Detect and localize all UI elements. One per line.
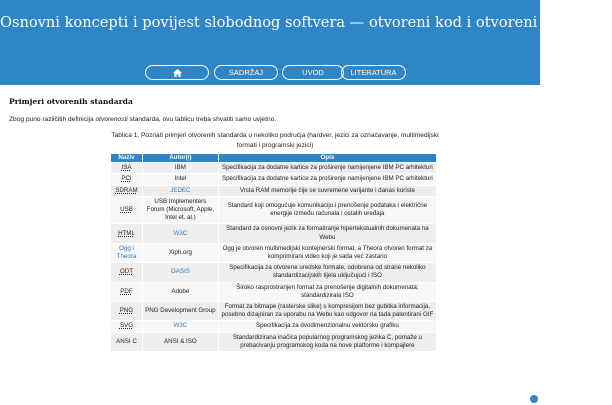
cell-name-text[interactable]: USB [120,206,133,214]
table-row [111,321,437,332]
top-nav [0,65,540,80]
intro-part: Zbog puno različitih definicija [9,116,96,123]
cell-name-text[interactable]: Ogg i Theora [116,244,137,261]
cell-name [111,263,143,282]
intro-emphasis: otvorenosti [95,116,128,123]
cell-description [218,196,436,224]
cell-name [111,321,143,332]
cell-author-text: USB Implementers Forum (Microsoft, Apple, Intel et. al.) [146,197,215,222]
table-row [111,185,437,196]
cell-description [218,282,436,301]
cell-name-text[interactable]: HTML [118,229,135,237]
cell-author [142,302,218,321]
cell-name-text[interactable]: SVG [119,322,134,330]
cell-name [111,282,143,301]
table-body [111,163,437,352]
cell-description [218,174,436,185]
cell-description [218,321,436,332]
cell-author-text[interactable]: W3C [173,229,188,237]
cell-name-text[interactable]: ODT [119,268,134,276]
home-icon [173,69,182,77]
cell-name [111,196,143,224]
column-header-naziv: Naziv [111,154,143,163]
cell-author [142,174,218,185]
cell-author [142,163,218,174]
cell-author [142,282,218,301]
column-header-autor: Autor(i) [142,154,218,163]
cell-author[interactable] [142,263,218,282]
cell-description-text: Standard koji omogućuje komunikaciju i prenošenje podataka i električne energije između računala i ostalih uređaja [227,201,428,218]
standards-table [110,153,437,352]
table-row [111,163,437,174]
cell-name [111,185,143,196]
scroll-top-icon[interactable] [530,395,538,403]
nav-button-sadrzaj[interactable]: SADRŽAJ [214,65,278,80]
nav-button-uvod[interactable]: UVOD [282,65,344,80]
table-row [111,282,437,301]
cell-author-text: Xiph.org [168,248,192,256]
table-row [111,263,437,282]
section-heading: Primjeri otvorenih standarda [9,97,133,106]
cell-description [218,302,436,321]
cell-name[interactable] [111,243,143,262]
cell-description-text: Specifikacija za dvodimenzionalnu vektorsku grafiku [256,322,399,330]
cell-author-text[interactable]: W3C [173,322,188,330]
nav-button-literatura[interactable]: LITERATURA [341,65,406,80]
cell-author [142,332,218,351]
cell-description-text: Standard za osnovni jezik za formatiranje hipertekstualnih dokumenata na Webu [226,225,429,241]
page-header [0,0,612,85]
cell-author[interactable] [142,321,218,332]
cell-name [111,163,143,174]
intro-part: standarda, ovu tablicu treba shvatiti samo uvjetno. [127,116,277,123]
cell-author [142,196,218,224]
cell-description-text: Široko rasprostranjen format za prenošenje digitalnih dokumenata; standardizirala ISO [236,283,419,299]
home-button[interactable] [145,65,209,80]
cell-description-text: Specifikacija za otvorene uredske formate, odobrena od strane nekoliko standardizacijskih tijela uključujući i ISO [229,264,426,280]
cell-author-text: ANSI & ISO [164,337,197,345]
cell-author-text: Intel [174,175,187,183]
cell-description [218,163,436,174]
cell-name-text[interactable]: PNG [119,307,134,315]
cell-name-text: ANSI C [116,337,137,345]
cell-name [111,332,143,351]
cell-author-text: PNG Development Group [145,307,216,315]
cell-description-text: Specifikacija za dodatne kartice za proširenje namijenjene IBM PC arhitekturi [221,164,433,172]
cell-author-text: IBM [174,164,186,172]
table-header-row [111,154,437,163]
page-title: Osnovni koncepti i povijest slobodnog softvera — otvoreni kod i otvoreni standardi [0,14,612,31]
cell-name [111,302,143,321]
cell-description [218,263,436,282]
table-caption: Tablica 1. Poznati primjeri otvorenih standarda u nekoliko područja (hardver, jezici za označavanje, multimedijski formati i programski jezici) [111,132,439,149]
cell-name-text[interactable]: PDF [120,287,133,295]
cell-description-text: Specifikacija za dodatne kartice za proširenje namijenjene IBM PC arhitekturi [221,175,433,183]
cell-author [142,243,218,262]
table-row [111,243,437,262]
table-row [111,196,437,224]
cell-author[interactable] [142,224,218,243]
table-row [111,302,437,321]
cell-description-text: Standardizirana inačica popularnog programskog jezika C, pomaže u prebacivanju programskog koda na nove platforme i kompajlere [232,333,422,349]
cell-author-text[interactable]: OASIS [170,268,190,276]
cell-author-text[interactable]: JEDEC [170,186,191,194]
column-header-opis: Opis [218,154,436,163]
cell-description [218,224,436,243]
table-row [111,332,437,351]
cell-description-text: Ogg je otvoren multimedijski kontejnerski format, a Theora otvoren format za komprimirani video koji je sada već zastario [222,244,433,261]
intro-text [9,116,276,123]
cell-description-text: Format za bitmape (rasterske slike) s kompresijom bez gubitka informacija, posebno dizajniran za uporabu na Webu kao odgovor na tada patentirani GIF [221,303,434,319]
main-content [0,85,540,405]
cell-name [111,174,143,185]
cell-description [218,332,436,351]
cell-author-text: Adobe [171,287,190,295]
cell-description [218,243,436,262]
cell-name-text[interactable]: ISA [121,164,132,172]
cell-name [111,224,143,243]
cell-description-text: Vrsta RAM memorije čije se suvremene varijante i danas koriste [239,186,415,194]
cell-description [218,185,436,196]
cell-name-text[interactable]: PCI [121,175,132,183]
cell-name-text[interactable]: SDRAM [115,186,138,194]
table-row [111,174,437,185]
cell-author[interactable] [142,185,218,196]
table-row [111,224,437,243]
